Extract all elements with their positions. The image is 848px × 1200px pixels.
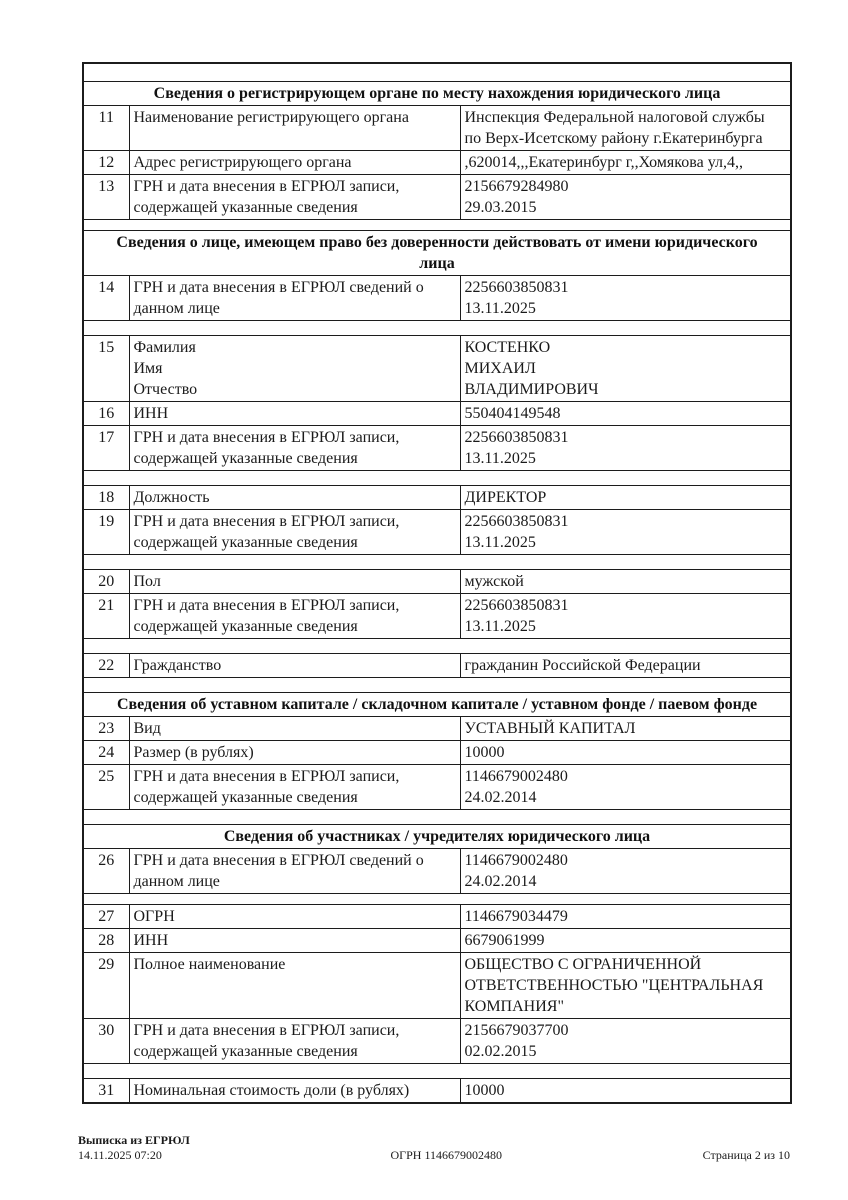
spacer-row [83, 1063, 791, 1078]
row-label [129, 569, 460, 593]
value-line: 1146679034479 [464, 907, 568, 925]
value-line: 2256603850831 [464, 512, 569, 530]
label-line: содержащей указанные сведения [133, 449, 358, 467]
footer-doc-type: Выписка из ЕГРЮЛ [78, 1133, 190, 1147]
table-row-28 [83, 928, 791, 952]
row-label [129, 740, 460, 764]
row-value [460, 425, 791, 470]
value-line: 13.11.2025 [464, 299, 536, 317]
label-line: содержащей указанные сведения [133, 533, 358, 551]
label-line: ГРН и дата внесения в ЕГРЮЛ записи, [133, 428, 400, 446]
table-row-13 [83, 174, 791, 219]
label-line: ГРН и дата внесения в ЕГРЮЛ сведений о [133, 278, 424, 296]
footer-page-number: Страница 2 из 10 [702, 1148, 790, 1162]
spacer-cell [83, 63, 791, 81]
egrul-table [82, 62, 792, 1104]
row-label [129, 509, 460, 554]
row-number: 16 [83, 401, 129, 425]
value-line: 29.03.2015 [464, 198, 537, 216]
row-label [129, 653, 460, 677]
table-row-20 [83, 569, 791, 593]
row-value [460, 335, 791, 401]
label-line: Полное наименование [133, 955, 286, 973]
value-line: КОМПАНИЯ" [464, 997, 564, 1015]
row-value [460, 740, 791, 764]
spacer-row [83, 219, 791, 230]
value-line: 6679061999 [464, 931, 545, 949]
value-line: мужской [464, 572, 524, 590]
row-number: 31 [83, 1078, 129, 1103]
label-line: Отчество [133, 380, 198, 398]
label-line: ГРН и дата внесения в ЕГРЮЛ сведений о [133, 851, 424, 869]
row-label [129, 485, 460, 509]
spacer-row [83, 63, 791, 81]
row-label [129, 904, 460, 928]
section-title: Сведения о регистрирующем органе по месту нахождения юридического лица [83, 81, 791, 105]
label-line: Номинальная стоимость доли (в рублях) [133, 1081, 410, 1099]
label-line: Наименование регистрирующего органа [133, 108, 409, 126]
row-value [460, 928, 791, 952]
value-line: 550404149548 [464, 404, 561, 422]
spacer-cell [83, 893, 791, 904]
spacer-row [83, 809, 791, 824]
row-label [129, 928, 460, 952]
section-header-2 [83, 230, 791, 275]
page-footer [78, 1133, 790, 1163]
row-number: 12 [83, 150, 129, 174]
label-line: Должность [133, 488, 210, 506]
label-line: ГРН и дата внесения в ЕГРЮЛ записи, [133, 177, 400, 195]
value-line: 2256603850831 [464, 278, 569, 296]
row-value [460, 904, 791, 928]
spacer-row [83, 638, 791, 653]
row-value [460, 1078, 791, 1103]
spacer-cell [83, 470, 791, 485]
value-line: Инспекция Федеральной налоговой службы [464, 108, 765, 126]
row-label [129, 848, 460, 893]
value-line: 13.11.2025 [464, 449, 536, 467]
label-line: ГРН и дата внесения в ЕГРЮЛ записи, [133, 767, 400, 785]
row-value [460, 105, 791, 150]
spacer-row [83, 677, 791, 692]
row-number: 17 [83, 425, 129, 470]
row-number: 26 [83, 848, 129, 893]
row-label [129, 150, 460, 174]
section-title: Сведения об участниках / учредителях юридического лица [83, 824, 791, 848]
label-line: Адрес регистрирующего органа [133, 153, 352, 171]
row-value [460, 569, 791, 593]
value-line: КОСТЕНКО [464, 338, 551, 356]
table-row-16 [83, 401, 791, 425]
spacer-row [83, 470, 791, 485]
table-row-21 [83, 593, 791, 638]
label-line: Размер (в рублях) [133, 743, 254, 761]
table-row-24 [83, 740, 791, 764]
spacer-cell [83, 219, 791, 230]
row-number: 22 [83, 653, 129, 677]
row-label [129, 1018, 460, 1063]
row-number: 19 [83, 509, 129, 554]
label-line: содержащей указанные сведения [133, 198, 358, 216]
row-value [460, 1018, 791, 1063]
label-line: Гражданство [133, 656, 222, 674]
table-row-30 [83, 1018, 791, 1063]
row-number: 20 [83, 569, 129, 593]
row-label [129, 425, 460, 470]
row-label [129, 174, 460, 219]
table-row-27 [83, 904, 791, 928]
value-line: 13.11.2025 [464, 617, 536, 635]
value-line: ВЛАДИМИРОВИЧ [464, 380, 599, 398]
row-value [460, 174, 791, 219]
row-number: 18 [83, 485, 129, 509]
row-value [460, 275, 791, 320]
value-line: УСТАВНЫЙ КАПИТАЛ [464, 719, 636, 737]
footer-left-block [78, 1133, 190, 1163]
value-line: ОТВЕТСТВЕННОСТЬЮ "ЦЕНТРАЛЬНАЯ [464, 976, 764, 994]
table-row-15 [83, 335, 791, 401]
footer-datetime: 14.11.2025 07:20 [78, 1148, 162, 1162]
row-number: 28 [83, 928, 129, 952]
row-number: 21 [83, 593, 129, 638]
section-header-4 [83, 824, 791, 848]
table-row-29 [83, 952, 791, 1018]
value-line: ,620014,,,Екатеринбург г,,Хомякова ул,4,, [464, 153, 743, 171]
spacer-cell [83, 554, 791, 569]
section-header-1 [83, 81, 791, 105]
row-value [460, 593, 791, 638]
row-number: 23 [83, 716, 129, 740]
row-value [460, 848, 791, 893]
label-line: содержащей указанные сведения [133, 617, 358, 635]
spacer-row [83, 320, 791, 335]
label-line: ОГРН [133, 907, 175, 925]
row-value [460, 716, 791, 740]
spacer-cell [83, 638, 791, 653]
row-label [129, 335, 460, 401]
value-line: 2156679037700 [464, 1021, 569, 1039]
value-line: 13.11.2025 [464, 533, 536, 551]
value-line: 02.02.2015 [464, 1042, 537, 1060]
value-line: 1146679002480 [464, 851, 568, 869]
spacer-cell [83, 809, 791, 824]
row-value [460, 952, 791, 1018]
table-row-25 [83, 764, 791, 809]
row-label [129, 952, 460, 1018]
table-row-12 [83, 150, 791, 174]
table-row-22 [83, 653, 791, 677]
value-line: 24.02.2014 [464, 788, 537, 806]
value-line: 10000 [464, 743, 505, 761]
value-line: 2256603850831 [464, 428, 569, 446]
row-value [460, 485, 791, 509]
row-number: 25 [83, 764, 129, 809]
value-line: 10000 [464, 1081, 505, 1099]
row-number: 29 [83, 952, 129, 1018]
label-line: ГРН и дата внесения в ЕГРЮЛ записи, [133, 1021, 400, 1039]
table-row-26 [83, 848, 791, 893]
value-line: 2256603850831 [464, 596, 569, 614]
row-number: 14 [83, 275, 129, 320]
value-line: 24.02.2014 [464, 872, 537, 890]
row-label [129, 105, 460, 150]
section-title-line: лица [419, 254, 455, 272]
spacer-cell [83, 320, 791, 335]
table-row-31 [83, 1078, 791, 1103]
label-line: Имя [133, 359, 163, 377]
row-number: 30 [83, 1018, 129, 1063]
label-line: ГРН и дата внесения в ЕГРЮЛ записи, [133, 596, 400, 614]
label-line: Пол [133, 572, 161, 590]
value-line: ОБЩЕСТВО С ОГРАНИЧЕННОЙ [464, 955, 702, 973]
row-number: 13 [83, 174, 129, 219]
value-line: гражданин Российской Федерации [464, 656, 701, 674]
row-number: 15 [83, 335, 129, 401]
row-number: 27 [83, 904, 129, 928]
row-value [460, 653, 791, 677]
table-row-18 [83, 485, 791, 509]
table-row-14 [83, 275, 791, 320]
label-line: содержащей указанные сведения [133, 1042, 358, 1060]
row-number: 24 [83, 740, 129, 764]
label-line: содержащей указанные сведения [133, 788, 358, 806]
row-label [129, 764, 460, 809]
value-line: 1146679002480 [464, 767, 568, 785]
label-line: ГРН и дата внесения в ЕГРЮЛ записи, [133, 512, 400, 530]
value-line: 2156679284980 [464, 177, 569, 195]
spacer-row [83, 893, 791, 904]
row-label [129, 275, 460, 320]
row-value [460, 509, 791, 554]
footer-ogrn: ОГРН 1146679002480 [390, 1148, 502, 1162]
row-label [129, 716, 460, 740]
section-header-3 [83, 692, 791, 716]
label-line: Вид [133, 719, 161, 737]
row-number: 11 [83, 105, 129, 150]
row-value [460, 764, 791, 809]
label-line: ИНН [133, 404, 169, 422]
spacer-cell [83, 1063, 791, 1078]
row-value [460, 401, 791, 425]
table-row-17 [83, 425, 791, 470]
row-label [129, 401, 460, 425]
spacer-row [83, 554, 791, 569]
row-label [129, 593, 460, 638]
row-label [129, 1078, 460, 1103]
spacer-cell [83, 677, 791, 692]
value-line: МИХАИЛ [464, 359, 536, 377]
table-row-11 [83, 105, 791, 150]
label-line: данном лице [133, 872, 220, 890]
table-row-19 [83, 509, 791, 554]
label-line: Фамилия [133, 338, 196, 356]
label-line: данном лице [133, 299, 220, 317]
section-title [83, 230, 791, 275]
table-row-23 [83, 716, 791, 740]
row-value [460, 150, 791, 174]
label-line: ИНН [133, 931, 169, 949]
value-line: ДИРЕКТОР [464, 488, 547, 506]
section-title: Сведения об уставном капитале / складочном капитале / уставном фонде / паевом фонде [83, 692, 791, 716]
section-title-line: Сведения о лице, имеющем право без доверенности действовать от имени юридического [116, 233, 758, 251]
value-line: по Верх-Исетскому району г.Екатеринбурга [464, 129, 763, 147]
